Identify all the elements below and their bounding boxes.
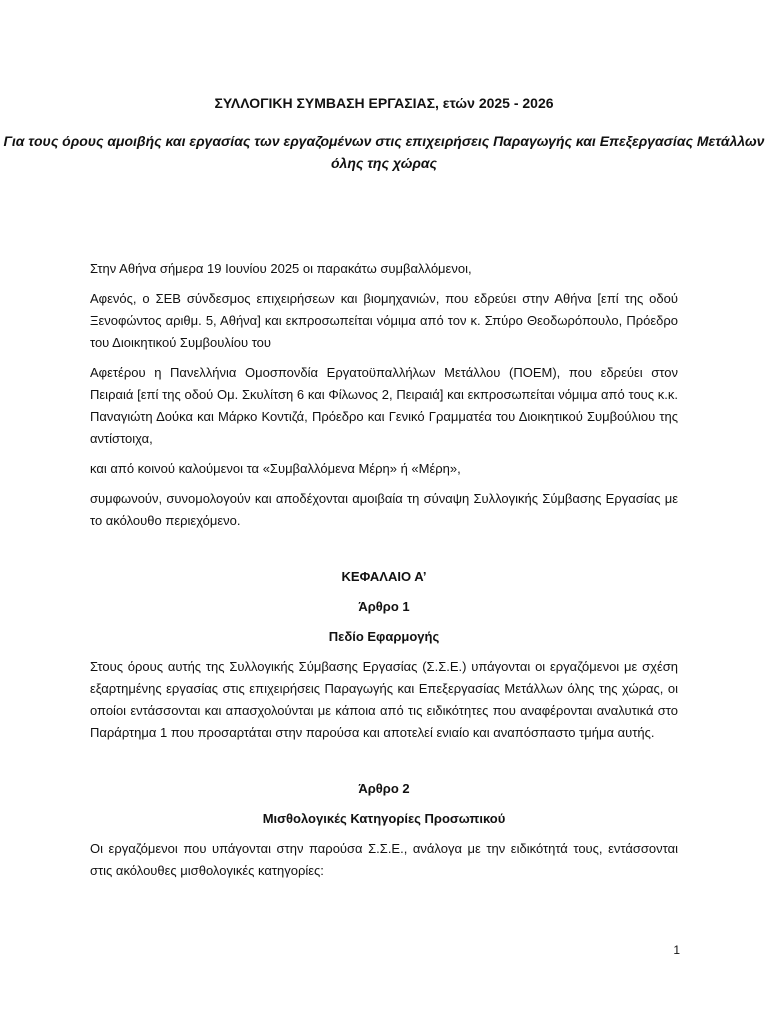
article-1-text: Στους όρους αυτής της Συλλογικής Σύμβασης Εργασίας (Σ.Σ.Ε.) υπάγονται οι εργαζόμενοι με σχέση εξαρτημένης εργασίας στις επιχειρήσεις Παραγωγής και Επεξεργασίας Μετάλλων όλης της χώρας, οι οποίοι εντάσσονται και απασχολούνται με κάποια από τις ειδικότητες που αναφέρονται αναλυτικά στο Παράρτημα 1 που προσαρτάται στην παρούσα και αποτελεί ενιαίο και αναπόσπαστο τμήμα αυτής. bbox=[90, 659, 678, 740]
article-1-number: Άρθρο 1 bbox=[358, 599, 410, 614]
intro-paragraph-second-party: Αφετέρου η Πανελλήνια Ομοσπονδία Εργατοϋπαλλήλων Μετάλλου (ΠΟΕΜ), που εδρεύει στον Πειραιά [επί της οδού Ομ. Σκυλίτση 6 και Φίλωνος 2, Πειραιά] και εκπροσωπείται νόμιμα από τους κ.κ. Παναγιώτη Δούκα και Μάρκο Κοντιζά, Πρόεδρο και Γενικό Γραμματέα του Διοικητικού Συμβούλιου της αντίστοιχα, bbox=[90, 365, 678, 446]
document-body bbox=[90, 258, 678, 890]
article-1-title: Πεδίο Εφαρμογής bbox=[328, 629, 440, 644]
intro-paragraph-agreement: συμφωνούν, συνομολογούν και αποδέχονται αμοιβαία τη σύναψη Συλλογικής Σύμβασης Εργασίας με το ακόλουθο περιεχόμενο. bbox=[90, 491, 678, 528]
intro-paragraph-parties: και από κοινού καλούμενοι τα «Συμβαλλόμενα Μέρη» ή «Μέρη», bbox=[90, 461, 461, 476]
intro-paragraph-first-party: Αφενός, ο ΣΕΒ σύνδεσμος επιχειρήσεων και βιομηχανιών, που εδρεύει στην Αθήνα [επί της οδού Ξενοφώντος αριθμ. 5, Αθήνα] και εκπροσωπείται νόμιμα από τον κ. Σπύρο Θεοδωρόπουλο, Πρόεδρο του Διοικητικού Συμβουλίου του bbox=[90, 291, 678, 350]
article-2-number: Άρθρο 2 bbox=[358, 781, 410, 796]
chapter-heading: ΚΕΦΑΛΑΙΟ Α’ bbox=[341, 569, 427, 584]
article-2-title: Μισθολογικές Κατηγορίες Προσωπικού bbox=[262, 811, 506, 826]
intro-paragraph-date: Στην Αθήνα σήμερα 19 Ιουνίου 2025 οι παρακάτω συμβαλλόμενοι, bbox=[90, 261, 472, 276]
page-number: 1 bbox=[673, 943, 680, 957]
document-subtitle: Για τους όρους αμοιβής και εργασίας των εργαζομένων στις επιχειρήσεις Παραγωγής και Επεξεργασίας Μετάλλων όλης της χώρας bbox=[3, 133, 765, 171]
document-title: ΣΥΛΛΟΓΙΚΗ ΣΥΜΒΑΣΗ ΕΡΓΑΣΙΑΣ, ετών 2025 - 2026 bbox=[214, 95, 554, 111]
article-2-text: Οι εργαζόμενοι που υπάγονται στην παρούσα Σ.Σ.Ε., ανάλογα με την ειδικότητά τους, εντάσσονται στις ακόλουθες μισθολογικές κατηγορίες: bbox=[90, 841, 678, 878]
